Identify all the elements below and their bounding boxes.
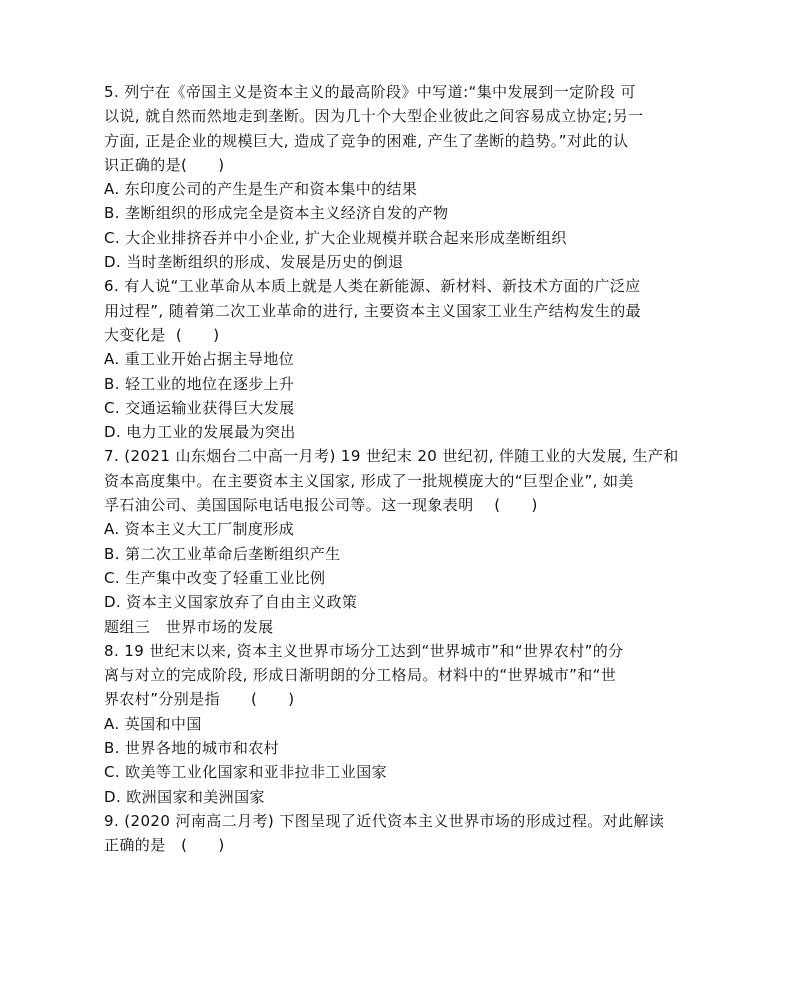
question-9 [104,809,694,858]
question-7-stem-line: 7. (2021 山东烟台二中高一月考) 19 世纪末 20 世纪初, 伴随工业的大发展, 生产和 [104,447,679,466]
question-6 [104,274,694,444]
question-6-stem-line: 6. 有人说“工业革命从本质上就是人类在新能源、新材料、新技术方面的广泛应 [104,277,641,296]
question-5-option-d: D. 当时垄断组织的形成、发展是历史的倒退 [104,253,404,272]
question-6-option-a: A. 重工业开始占据主导地位 [104,350,295,369]
question-9-stem-line: 9. (2020 河南高二月考) 下图呈现了近代资本主义世界市场的形成过程。对此解读 [104,811,665,830]
question-7 [104,444,694,614]
question-5-option-a: A. 东印度公司的产生是生产和资本集中的结果 [104,180,418,199]
question-8-stem-line: 离与对立的完成阶段, 形成日渐明朗的分工格局。材料中的“世界城市”和“世 [104,666,617,685]
question-8-option-d: D. 欧洲国家和美洲国家 [104,787,265,806]
question-5-stem-line: 以说, 就自然而然地走到垄断。因为几十个大型企业彼此之间容易成立协定;另一 [104,107,644,126]
question-5-stem-line: 识正确的是( ) [104,155,225,174]
question-5-option-b: B. 垄断组织的形成完全是资本主义经济自发的产物 [104,204,449,223]
question-8-option-b: B. 世界各地的城市和农村 [104,739,280,758]
question-7-option-c: C. 生产集中改变了轻重工业比例 [104,568,326,587]
question-7-stem-line: 孚石油公司、美国国际电话电报公司等。这一现象表明 ( ) [104,496,538,515]
question-9-stem-line: 正确的是 ( ) [104,836,225,855]
question-8 [104,639,694,809]
question-6-option-d: D. 电力工业的发展最为突出 [104,423,296,442]
question-5-option-c: C. 大企业排挤吞并中小企业, 扩大企业规模并联合起来形成垄断组织 [104,228,567,247]
question-6-stem-line: 用过程”, 随着第二次工业革命的进行, 主要资本主义国家工业生产结构发生的最 [104,301,642,320]
question-7-option-d: D. 资本主义国家放弃了自由主义政策 [104,593,358,612]
question-5 [104,80,694,274]
question-7-option-b: B. 第二次工业革命后垄断组织产生 [104,544,341,563]
question-5-stem-line: 方面, 正是企业的规模巨大, 造成了竞争的困难, 产生了垄断的趋势。”对此的认 [104,131,629,150]
question-6-stem-line: 大变化是 ( ) [104,325,220,344]
document-page [104,80,694,858]
question-8-stem-line: 界农村”分别是指 ( ) [104,690,295,709]
question-6-option-b: B. 轻工业的地位在逐步上升 [104,374,295,393]
question-7-stem-line: 资本高度集中。在主要资本主义国家, 形成了一批规模庞大的“巨型企业”, 如美 [104,471,634,490]
question-8-option-a: A. 英国和中国 [104,714,202,733]
question-5-stem-line: 5. 列宁在《帝国主义是资本主义的最高阶段》中写道:“集中发展到一定阶段 可 [104,83,636,101]
question-8-option-c: C. 欧美等工业化国家和亚非拉非工业国家 [104,763,388,782]
question-6-option-c: C. 交通运输业获得巨大发展 [104,398,295,417]
group-heading: 题组三 世界市场的发展 [104,617,274,636]
question-8-stem-line: 8. 19 世纪末以来, 资本主义世界市场分工达到“世界城市”和“世界农村”的分 [104,641,624,660]
question-7-option-a: A. 资本主义大工厂制度形成 [104,520,295,539]
